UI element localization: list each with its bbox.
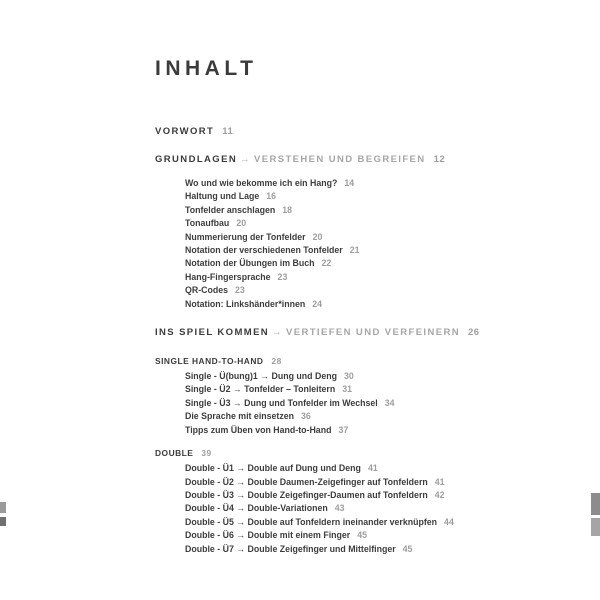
toc-item-label: Wo und wie bekomme ich ein Hang? [185, 178, 338, 188]
toc-item [185, 462, 565, 475]
toc-section-heading-line [155, 327, 565, 339]
section-subtitle: VERTIEFEN UND VERFEINERN [285, 327, 460, 339]
toc-section [155, 327, 565, 339]
toc-item-label: Tonaufbau [185, 218, 230, 229]
section-items [155, 462, 565, 556]
arrow-icon: → [272, 327, 283, 339]
section-items [155, 177, 565, 311]
section-items [155, 370, 565, 437]
toc-item-page: 45 [357, 530, 367, 541]
toc-section-heading-line [155, 154, 565, 166]
toc-item [185, 397, 565, 410]
toc-item-label: Die Sprache mit einsetzen [185, 411, 295, 422]
toc-page [155, 57, 565, 566]
section-heading: VORWORT [155, 126, 215, 137]
toc-item [185, 502, 565, 515]
toc-item-page: 22 [321, 258, 332, 269]
toc-item-label: Nummerierung der Tonfelder [185, 231, 306, 242]
toc-item-label: Double - Ü3 → Double Zeigefinger-Daumen auf Tonfeldern [185, 489, 428, 500]
page-title: INHALT [155, 57, 258, 80]
section-heading: INS SPIEL KOMMEN [155, 327, 270, 339]
toc-item-label: Single - Ü(bung)1 → Dung und Deng [185, 371, 337, 382]
toc-item [185, 217, 565, 230]
toc-item-label: Single - Ü3 → Dung und Tonfelder im Wechsel [185, 397, 378, 408]
toc-item-label: QR-Codes [185, 285, 229, 296]
toc-item-page: 24 [312, 298, 323, 309]
page-edge-artifact-left-bottom [0, 517, 6, 526]
toc-item-page: 14 [344, 178, 355, 188]
toc-section [155, 154, 565, 311]
toc-item [185, 410, 565, 423]
toc-item-page: 30 [343, 371, 354, 382]
toc-item [185, 489, 565, 502]
toc-item-page: 42 [434, 489, 445, 500]
toc-item [185, 476, 565, 489]
toc-item-label: Double - Ü7 → Double Zeigefinger und Mittelfinger [185, 543, 396, 554]
toc-item-label: Double - Ü1 → Double auf Dung und Deng [185, 463, 361, 474]
section-page: 12 [433, 154, 446, 165]
toc-item-page: 44 [444, 516, 454, 527]
toc-item-label: Double - Ü2 → Double Daumen-Zeigefinger auf Tonfeldern [185, 476, 428, 487]
toc-section-heading-line [155, 355, 565, 367]
toc-item [185, 257, 565, 270]
toc-item [185, 284, 565, 297]
toc-section [155, 447, 565, 556]
section-heading: DOUBLE [155, 448, 194, 459]
toc-item [185, 516, 565, 529]
toc-section-heading-line [155, 447, 565, 459]
toc-item-page: 23 [235, 285, 245, 296]
section-heading: GRUNDLAGEN [155, 154, 238, 165]
toc-section [155, 355, 565, 437]
toc-item-page: 21 [349, 245, 360, 256]
toc-item-label: Notation der verschiedenen Tonfelder [185, 245, 343, 256]
toc-item-page: 34 [384, 397, 395, 408]
toc-item-label: Haltung und Lage [185, 191, 260, 202]
toc-section [155, 126, 565, 138]
toc-item-page: 20 [312, 231, 323, 242]
section-page: 39 [201, 448, 212, 459]
toc-item-label: Tipps zum Üben von Hand-to-Hand [185, 424, 332, 435]
section-page: 26 [468, 327, 480, 339]
toc-item-label: Double - Ü4 → Double-Variationen [185, 503, 328, 514]
toc-item [185, 244, 565, 257]
section-heading: SINGLE HAND-TO-HAND [155, 356, 264, 367]
toc-item-page: 41 [367, 463, 378, 474]
toc-item-page: 45 [402, 543, 413, 554]
toc-item-label: Tonfelder anschlagen [185, 204, 276, 215]
toc-item [185, 298, 565, 311]
toc-item-page: 23 [277, 271, 288, 282]
toc-item [185, 190, 565, 203]
toc-item-label: Double - Ü5 → Double auf Tonfeldern ineinander verknüpfen [185, 516, 438, 527]
toc-item-page: 43 [334, 503, 345, 514]
section-page: 28 [271, 356, 282, 367]
section-page: 11 [222, 126, 234, 137]
toc-item [185, 204, 565, 217]
page-edge-artifact-right-top [591, 493, 600, 515]
toc-item-label: Single - Ü2 → Tonfelder – Tonleitern [185, 384, 336, 395]
arrow-icon: → [240, 154, 251, 165]
toc-item-page: 41 [434, 476, 445, 487]
toc-item-page: 36 [301, 411, 311, 422]
toc-item-label: Double - Ü6 → Double mit einem Finger [185, 530, 351, 541]
section-subtitle: VERSTEHEN UND BEGREIFEN [254, 154, 426, 165]
toc-item [185, 543, 565, 556]
page-edge-artifact-left-top [0, 502, 6, 513]
toc-section-heading-line [155, 126, 565, 138]
toc-item-label: Notation: Linkshänder*innen [185, 298, 306, 309]
toc-item-page: 16 [266, 191, 277, 202]
toc-item-page: 37 [338, 424, 349, 435]
toc-item-page: 18 [282, 204, 293, 215]
toc-item-page: 31 [342, 384, 353, 395]
toc-item-label: Notation der Übungen im Buch [185, 258, 315, 269]
toc-item [185, 177, 565, 190]
toc-item-page: 20 [236, 218, 247, 229]
toc-item [185, 424, 565, 437]
toc-item [185, 370, 565, 383]
toc [155, 126, 565, 556]
toc-item [185, 529, 565, 542]
toc-item-label: Hang-Fingersprache [185, 271, 271, 282]
toc-item [185, 231, 565, 244]
page-edge-artifact-right-bottom [591, 518, 600, 536]
toc-item [185, 383, 565, 396]
toc-item [185, 271, 565, 284]
